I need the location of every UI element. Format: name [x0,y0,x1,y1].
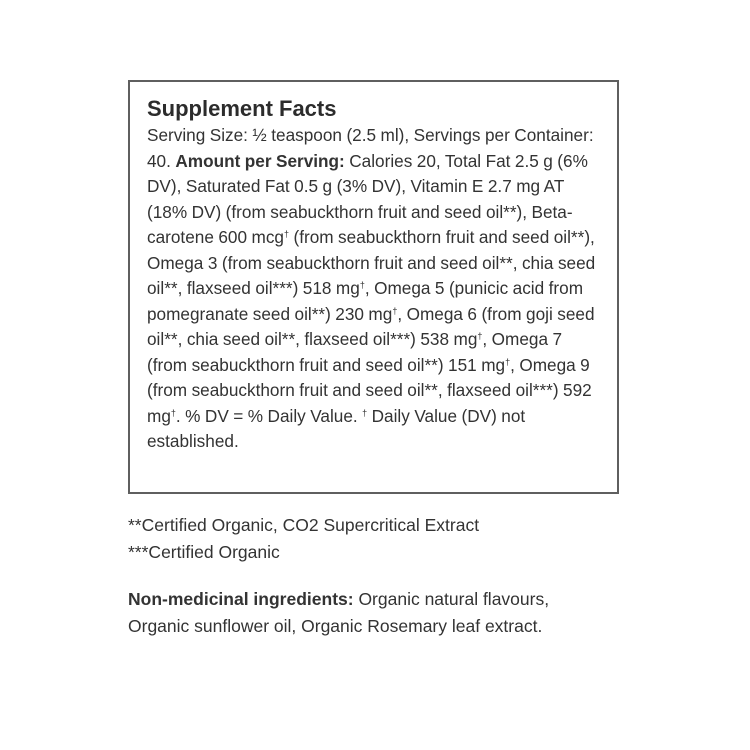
nutrient-text-6: , Omega 9 (from seabuckthorn fruit and seed oil**, flaxseed oil***) 592 mg [147,354,592,426]
dagger-mark: † [170,407,176,418]
footnote-organic: ***Certified Organic [128,542,280,562]
daily-value-not-established: Daily Value (DV) not established. [147,405,526,451]
footnotes [128,512,728,566]
nutrient-text-1: Calories 20, Total Fat 2.5 g (6% DV), Saturated Fat 0.5 g (3% DV), Vitamin E 2.7 mg AT (18% DV) (from seabuckthorn fruit and seed oil**), Beta-carotene 600 mcg [147,150,588,247]
supplement-facts-panel [128,80,619,494]
daily-value-note: . % DV = % Daily Value. [175,405,363,426]
nutrient-text-3: , Omega 5 (punicic acid from pomegranate seed oil**) 230 mg [147,278,584,324]
nutrient-text-4: , Omega 6 (from goji seed oil**, chia seed oil**, flaxseed oil***) 538 mg [147,303,595,349]
dagger-mark: † [505,356,511,367]
nutrient-text-5: , Omega 7 (from seabuckthorn fruit and seed oil**) 151 mg [147,329,563,375]
ingredients-label: Non-medicinal ingredients: [128,589,354,609]
non-medicinal-ingredients [128,586,598,640]
dagger-mark: † [477,331,483,341]
supplement-facts-text [147,123,603,455]
dagger-mark: † [359,280,365,290]
nutrient-text-2: (from seabuckthorn fruit and seed oil**), Omega 3 (from seabuckthorn fruit and seed oil**, chia seed oil**, flaxseed oil***) 518 mg [147,227,596,298]
footnote-organic-supercritical: **Certified Organic, CO2 Supercritical Extract [128,515,480,535]
amount-per-serving-label: Amount per Serving: [175,150,345,171]
dagger-mark: † [283,229,289,239]
dagger-mark: † [392,305,398,316]
serving-info: Serving Size: ½ teaspoon (2.5 ml), Servings per Container: 40. [147,125,594,171]
ingredients-text: Organic natural flavours, Organic sunflower oil, Organic Rosemary leaf extract. [128,589,550,636]
supplement-facts-title: Supplement Facts [147,96,337,121]
dagger-mark: † [362,407,368,418]
